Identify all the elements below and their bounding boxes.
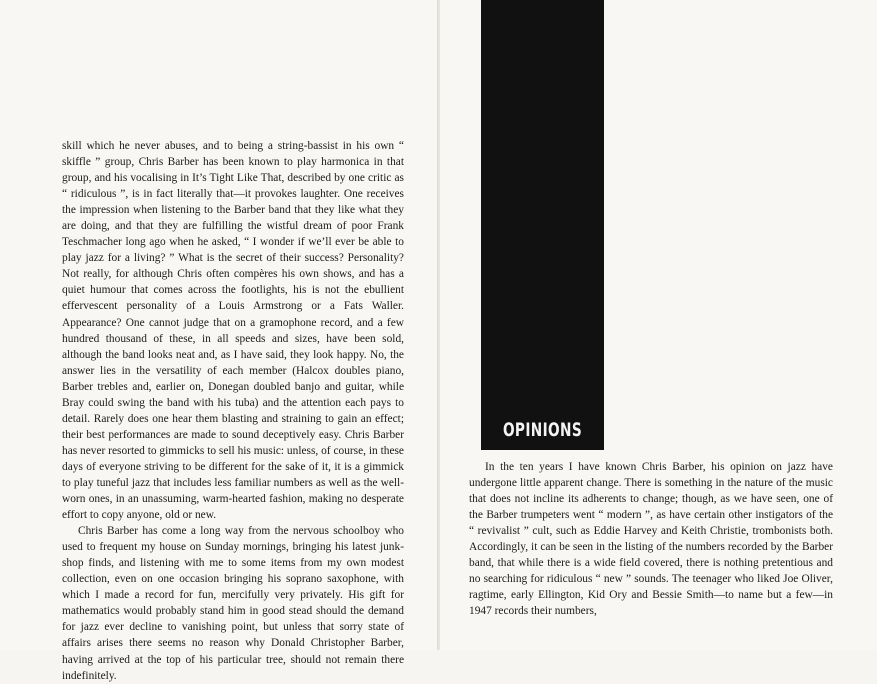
section-title-bar xyxy=(481,0,604,450)
right-page-text xyxy=(469,459,833,619)
left-paragraph-2: Chris Barber has come a long way from the nervous schoolboy who used to frequent my house on Sunday mornings, bringing his latest junk-shop finds, and listening with me to some items from my own modest collection, even on one occasion bringing his soprano saxophone, with which I made a record for fun, mercifully very privately. His gift for mathematics would probably stand him in good stead should the demand for jazz ever decline to vanishing point, but unless that sorry state of affairs arises there seems no reason why Donald Christopher Barber, having arrived at the top of his particular tree, should not remain there indefinitely. xyxy=(62,525,404,682)
left-page xyxy=(0,0,438,682)
left-page-text xyxy=(62,138,404,684)
right-paragraph-1: In the ten years I have known Chris Barber, his opinion on jazz have undergone little apparent change. There is something in the nature of the music that does not incline its adherents to change; though, as we have seen, one of the Barber trumpeters went “ modern ”, as have certain other instigators of the “ revivalist ” cult, such as Eddie Harvey and Keith Christie, trombonists both. Accordingly, it can be seen in the listing of the numbers recorded by the Barber band, that while there is a wide field covered, there is nothing pretentious and no searching for ridiculous “ new ” sounds. The teenager who liked Joe Oliver, ragtime, early Ellington, Kid Ory and Bessie Smith—to name but a few—in 1947 records their numbers, xyxy=(469,461,833,618)
left-paragraph-1: skill which he never abuses, and to being a string-bassist in his own “ skiffle ” group, Chris Barber has been known to play harmonica in that group, and his vocalising in It’s Tight Like That, described by one critic as “ ridiculous ”, is in fact literally that—it provokes laughter. One receives the impression when listening to the Barber band that they like what they are doing, and that they are fulfilling the wistful dream of poor Frank Teschmacher long ago when he asked, “ I wonder if we’ll ever be able to play jazz for a living? ” What is the secret of their success? Personality? Not really, for although Chris often compères his own shows, and has a quiet humour that comes across the footlights, his is not the ebullient effervescent personality of a Louis Armstrong or a Fats Waller. Appearance? One cannot judge that on a gramophone record, and a few hundred thousand of these, in all speeds and sizes, have been sold, although the band looks neat and, as I have said, they look happy. No, the answer lies in the versatility of each member (Halcox doubles piano, Barber trebles and, earlier on, Donegan doubled banjo and guitar, while Bray could swing the band with his tuba) and the attention each pays to detail. Rarely does one hear them blasting and straining to gain an effect; their best performances are made to sound deceptively easy. Chris Barber has never resorted to gimmicks to sell his music: unless, of course, in these days of everyone striving to be different for the sake of it, it is a gimmick to play tuneful jazz that includes less familiar numbers as well as the well-worn ones, in an unassuming, warm-hearted fashion, making no desperate effort to copy anyone, old or new. xyxy=(62,140,404,522)
section-title: OPINIONS xyxy=(502,419,583,441)
